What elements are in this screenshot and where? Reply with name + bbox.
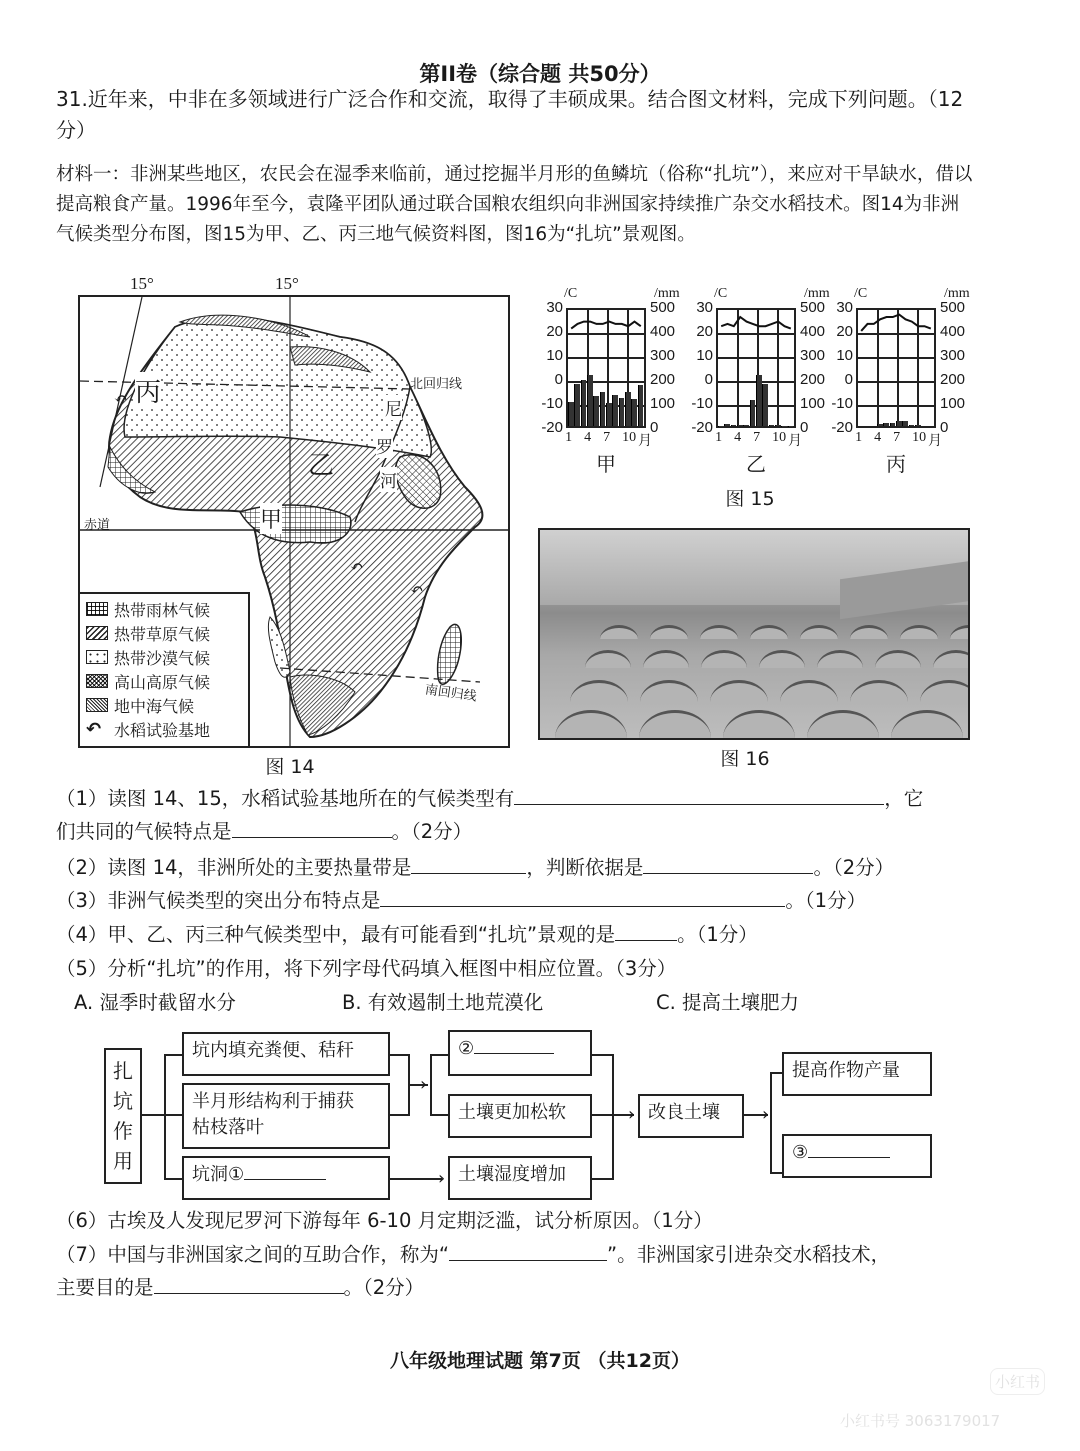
answer-blank-1a[interactable] bbox=[514, 804, 884, 805]
pit-shape bbox=[759, 650, 805, 668]
flow-box-soil-looser: 土壤更加松软 bbox=[448, 1094, 592, 1138]
pit-shape bbox=[750, 625, 788, 639]
x-tick: 4 bbox=[734, 430, 742, 445]
chart-station-name: 丙 bbox=[886, 452, 906, 476]
connector bbox=[430, 1054, 432, 1116]
flow-box-increase-yield: 提高作物产量 bbox=[782, 1052, 932, 1096]
sub-question-1-cont: 们共同的气候特点是 。（2分） bbox=[56, 820, 473, 843]
x-tick: 4 bbox=[874, 430, 882, 445]
pit-shape bbox=[875, 650, 921, 668]
y-tick-left: -20 bbox=[691, 419, 713, 436]
connector bbox=[592, 1054, 614, 1056]
pit-shape bbox=[920, 680, 970, 702]
figure-14-caption: 图 14 bbox=[265, 756, 315, 778]
x-tick: 7 bbox=[753, 430, 761, 445]
chart-station-name: 乙 bbox=[746, 452, 766, 476]
pit-shape bbox=[723, 710, 795, 738]
legend-item-mediterranean: 地中海气候 bbox=[86, 693, 242, 717]
answer-blank-flow-3[interactable] bbox=[808, 1157, 890, 1158]
y-tick-right: 200 bbox=[650, 371, 676, 388]
chart-plot-area bbox=[856, 308, 936, 428]
climate-chart-2 bbox=[826, 282, 976, 482]
figure-16-caption: 图 16 bbox=[720, 748, 770, 770]
answer-blank-2a[interactable] bbox=[411, 873, 526, 874]
answer-blank-flow-2[interactable] bbox=[474, 1053, 554, 1054]
connector bbox=[164, 1178, 182, 1180]
sub-question-5: （5）分析“扎坑”的作用，将下列字母代码填入框图中相应位置。（3分） bbox=[56, 957, 677, 980]
flow-box-half-moon: 半月形结构利于捕获 枯枝落叶 bbox=[182, 1083, 390, 1149]
label-nile-3: 河 bbox=[380, 467, 397, 492]
sub-question-6: （6）古埃及人发现尼罗河下游每年 6-10 月定期泛滥，试分析原因。（1分） bbox=[56, 1209, 713, 1232]
label-nile-2: 罗 bbox=[376, 433, 393, 458]
pit-shape bbox=[700, 625, 738, 639]
y-tick-left: 20 bbox=[836, 323, 853, 340]
connector bbox=[770, 1072, 772, 1174]
precip-unit-label: /mm bbox=[654, 286, 680, 301]
arrow-right-icon: › bbox=[628, 1104, 636, 1125]
label-nile-1: 尼 bbox=[385, 395, 402, 420]
label-yi: 乙 bbox=[308, 451, 335, 481]
y-tick-left: 10 bbox=[696, 347, 713, 364]
pit-shape bbox=[800, 625, 838, 639]
flow-box-pit-hole: 坑洞① bbox=[182, 1156, 390, 1200]
pit-shape bbox=[600, 625, 638, 639]
y-tick-right: 100 bbox=[650, 395, 676, 412]
answer-blank-7b[interactable] bbox=[154, 1293, 344, 1294]
y-tick-left: 20 bbox=[546, 323, 563, 340]
y-tick-right: 0 bbox=[650, 419, 659, 436]
savanna-swatch-icon bbox=[86, 626, 108, 640]
y-tick-right: 300 bbox=[940, 347, 966, 364]
x-tick: 7 bbox=[603, 430, 611, 445]
y-tick-right: 400 bbox=[940, 323, 966, 340]
y-tick-left: 0 bbox=[844, 371, 853, 388]
option-b: B. 有效遏制土地荒漠化 bbox=[342, 991, 544, 1014]
pit-shape bbox=[640, 680, 698, 702]
y-tick-left: 20 bbox=[696, 323, 713, 340]
chart-plot-area bbox=[716, 308, 796, 428]
climate-chart-0 bbox=[536, 282, 686, 482]
sub-question-7-cont: 主要目的是 。（2分） bbox=[56, 1276, 425, 1299]
y-tick-left: 0 bbox=[704, 371, 713, 388]
africa-climate-map bbox=[78, 295, 510, 748]
x-tick: 7 bbox=[893, 430, 901, 445]
y-tick-right: 400 bbox=[650, 323, 676, 340]
y-tick-right: 400 bbox=[800, 323, 826, 340]
section-title: 第II卷（综合题 共50分） bbox=[419, 62, 661, 86]
temp-unit-label: /C bbox=[854, 286, 868, 301]
watermark-id: 小红书号 3063179017 bbox=[840, 1412, 1001, 1430]
sub-question-3: （3）非洲气候类型的突出分布特点是 。（1分） bbox=[56, 889, 867, 912]
connector bbox=[612, 1054, 614, 1180]
answer-blank-flow-1[interactable] bbox=[244, 1179, 326, 1180]
y-tick-left: -10 bbox=[691, 395, 713, 412]
y-tick-right: 300 bbox=[650, 347, 676, 364]
y-tick-left: -10 bbox=[831, 395, 853, 412]
connector bbox=[390, 1114, 410, 1116]
tropic-cancer-label: 北回归线 bbox=[410, 377, 463, 392]
material-1: 材料一：非洲某些地区，农民会在湿季来临前，通过挖掘半月形的鱼鳞坑（俗称“扎坑”），来应对干旱缺水，借以提高粮食产量。1996年至今，袁隆平团队通过联合国粮农组织向非洲国家持续推广杂交水稻技术。图14为非洲气候类型分布图，图15为甲、乙、丙三地气候资料图，图16为“扎坑”景观图。 bbox=[56, 164, 973, 245]
x-axis-unit: 月 bbox=[788, 434, 802, 449]
connector bbox=[390, 1054, 410, 1056]
pit-shape bbox=[710, 680, 768, 702]
rainforest-swatch-icon bbox=[86, 602, 108, 616]
rice-base-icon: ↶ bbox=[350, 557, 364, 576]
answer-blank-2b[interactable] bbox=[643, 873, 813, 874]
flow-box-soil-moisture: 土壤湿度增加 bbox=[448, 1156, 592, 1200]
answer-blank-7a[interactable] bbox=[449, 1260, 607, 1261]
x-axis-unit: 月 bbox=[928, 434, 942, 449]
y-tick-right: 100 bbox=[800, 395, 826, 412]
y-tick-right: 500 bbox=[650, 299, 676, 316]
pit-shape bbox=[891, 710, 963, 738]
y-tick-left: 30 bbox=[546, 299, 563, 316]
figure-15-caption: 图 15 bbox=[725, 488, 775, 510]
connector bbox=[430, 1054, 448, 1056]
pit-shape bbox=[555, 710, 627, 738]
page-footer: 八年级地理试题 第7页 （共12页） bbox=[390, 1350, 690, 1372]
legend-item-desert: 热带沙漠气候 bbox=[86, 645, 242, 669]
pit-shape bbox=[643, 650, 689, 668]
connector bbox=[164, 1114, 182, 1116]
map-legend bbox=[80, 592, 250, 748]
connector bbox=[142, 1114, 166, 1116]
precip-unit-label: /mm bbox=[944, 286, 970, 301]
connector bbox=[164, 1054, 166, 1180]
desert-swatch-icon bbox=[86, 650, 108, 664]
flow-box-improve-soil: 改良土壤 bbox=[638, 1094, 744, 1138]
connector bbox=[390, 1178, 442, 1180]
x-tick: 10 bbox=[912, 430, 927, 445]
y-tick-right: 0 bbox=[800, 419, 809, 436]
y-tick-right: 100 bbox=[940, 395, 966, 412]
temperature-line bbox=[858, 310, 934, 426]
pit-shape bbox=[817, 650, 863, 668]
x-tick: 1 bbox=[715, 430, 723, 445]
sub-question-7: （7）中国与非洲国家之间的互助合作，称为“ ”。非洲国家引进杂交水稻技术， bbox=[56, 1243, 891, 1266]
pit-shape bbox=[807, 710, 879, 738]
x-tick: 10 bbox=[772, 430, 787, 445]
pit-shape bbox=[650, 625, 688, 639]
pit-shape bbox=[850, 680, 908, 702]
flow-box-3: ③ bbox=[782, 1134, 932, 1178]
legend-item-rainforest: 热带雨林气候 bbox=[86, 597, 242, 621]
y-tick-left: 10 bbox=[546, 347, 563, 364]
y-tick-left: 10 bbox=[836, 347, 853, 364]
arrow-right-icon: › bbox=[420, 1074, 428, 1095]
y-tick-left: -20 bbox=[831, 419, 853, 436]
flow-box-fill-manure: 坑内填充粪便、秸秆 bbox=[182, 1032, 390, 1076]
temp-unit-label: /C bbox=[714, 286, 728, 301]
y-tick-left: 30 bbox=[836, 299, 853, 316]
zhakeng-landscape-photo bbox=[538, 528, 970, 740]
pit-shape bbox=[570, 680, 628, 702]
y-tick-right: 200 bbox=[940, 371, 966, 388]
x-tick: 1 bbox=[565, 430, 573, 445]
y-tick-left: -20 bbox=[541, 419, 563, 436]
y-tick-right: 300 bbox=[800, 347, 826, 364]
x-axis-unit: 月 bbox=[638, 434, 652, 449]
rice-base-icon: ↶ bbox=[86, 718, 102, 740]
y-tick-right: 500 bbox=[800, 299, 826, 316]
rice-base-icon: ↶ bbox=[114, 389, 128, 408]
x-tick: 1 bbox=[855, 430, 863, 445]
chart-plot-area bbox=[566, 308, 646, 428]
meridian-label-west: 15° bbox=[130, 274, 154, 293]
pit-shape bbox=[585, 650, 631, 668]
x-tick: 10 bbox=[622, 430, 637, 445]
pit-shape bbox=[701, 650, 747, 668]
arrow-right-icon: › bbox=[762, 1104, 770, 1125]
answer-blank-4[interactable] bbox=[615, 940, 677, 941]
equator-label: 赤道 bbox=[84, 518, 111, 533]
x-tick: 4 bbox=[584, 430, 592, 445]
answer-blank-1b[interactable] bbox=[232, 837, 392, 838]
temperature-line bbox=[568, 310, 644, 426]
pit-shape bbox=[639, 710, 711, 738]
connector bbox=[164, 1054, 182, 1056]
tropic-capricorn-label: 南回归线 bbox=[423, 682, 478, 705]
connector bbox=[592, 1178, 614, 1180]
flow-box-2: ② bbox=[448, 1030, 592, 1076]
option-c: C. 提高土壤肥力 bbox=[656, 991, 800, 1014]
sub-question-4: （4）甲、乙、丙三种气候类型中，最有可能看到“扎坑”景观的是 。（1分） bbox=[56, 923, 758, 946]
label-jia: 甲 bbox=[260, 503, 282, 534]
pit-shape bbox=[933, 650, 970, 668]
y-tick-right: 0 bbox=[940, 419, 949, 436]
legend-item-highland: 高山高原气候 bbox=[86, 669, 242, 693]
rice-base-icon: ↶ bbox=[410, 580, 424, 599]
pit-shape bbox=[950, 625, 970, 639]
arrow-right-icon: › bbox=[438, 1168, 446, 1189]
option-a: A. 湿季时截留水分 bbox=[74, 991, 236, 1014]
chart-station-name: 甲 bbox=[596, 452, 616, 476]
temp-unit-label: /C bbox=[564, 286, 578, 301]
label-bing: 丙 bbox=[135, 372, 161, 409]
highland-swatch-icon bbox=[86, 674, 108, 688]
pit-shape bbox=[780, 680, 838, 702]
y-tick-left: -10 bbox=[541, 395, 563, 412]
y-tick-right: 500 bbox=[940, 299, 966, 316]
y-tick-right: 200 bbox=[800, 371, 826, 388]
meridian-label-east: 15° bbox=[275, 274, 299, 293]
climate-chart-1 bbox=[686, 282, 836, 482]
watermark-badge: 小红书 bbox=[990, 1368, 1045, 1395]
y-tick-left: 30 bbox=[696, 299, 713, 316]
legend-item-rice-base: ↶ 水稻试验基地 bbox=[86, 718, 211, 740]
connector bbox=[430, 1114, 448, 1116]
question-31-intro: 31.近年来，中非在多领域进行广泛合作和交流，取得了丰硕成果。结合图文材料，完成下列问题。（12分） bbox=[56, 87, 964, 142]
pit-shape bbox=[900, 625, 938, 639]
y-tick-left: 0 bbox=[554, 371, 563, 388]
sub-question-2: （2）读图 14，非洲所处的主要热量带是 ，判断依据是 。（2分） bbox=[56, 856, 895, 879]
legend-item-savanna: 热带草原气候 bbox=[86, 621, 242, 645]
answer-blank-3[interactable] bbox=[380, 906, 785, 907]
sub-question-1: （1）读图 14、15，水稻试验基地所在的气候类型有 ，它 bbox=[56, 787, 924, 810]
precip-unit-label: /mm bbox=[804, 286, 830, 301]
pit-shape bbox=[850, 625, 888, 639]
flow-root-box: 扎 坑 作 用 bbox=[104, 1048, 142, 1184]
mediterranean-swatch-icon bbox=[86, 698, 108, 712]
temperature-line bbox=[718, 310, 794, 426]
